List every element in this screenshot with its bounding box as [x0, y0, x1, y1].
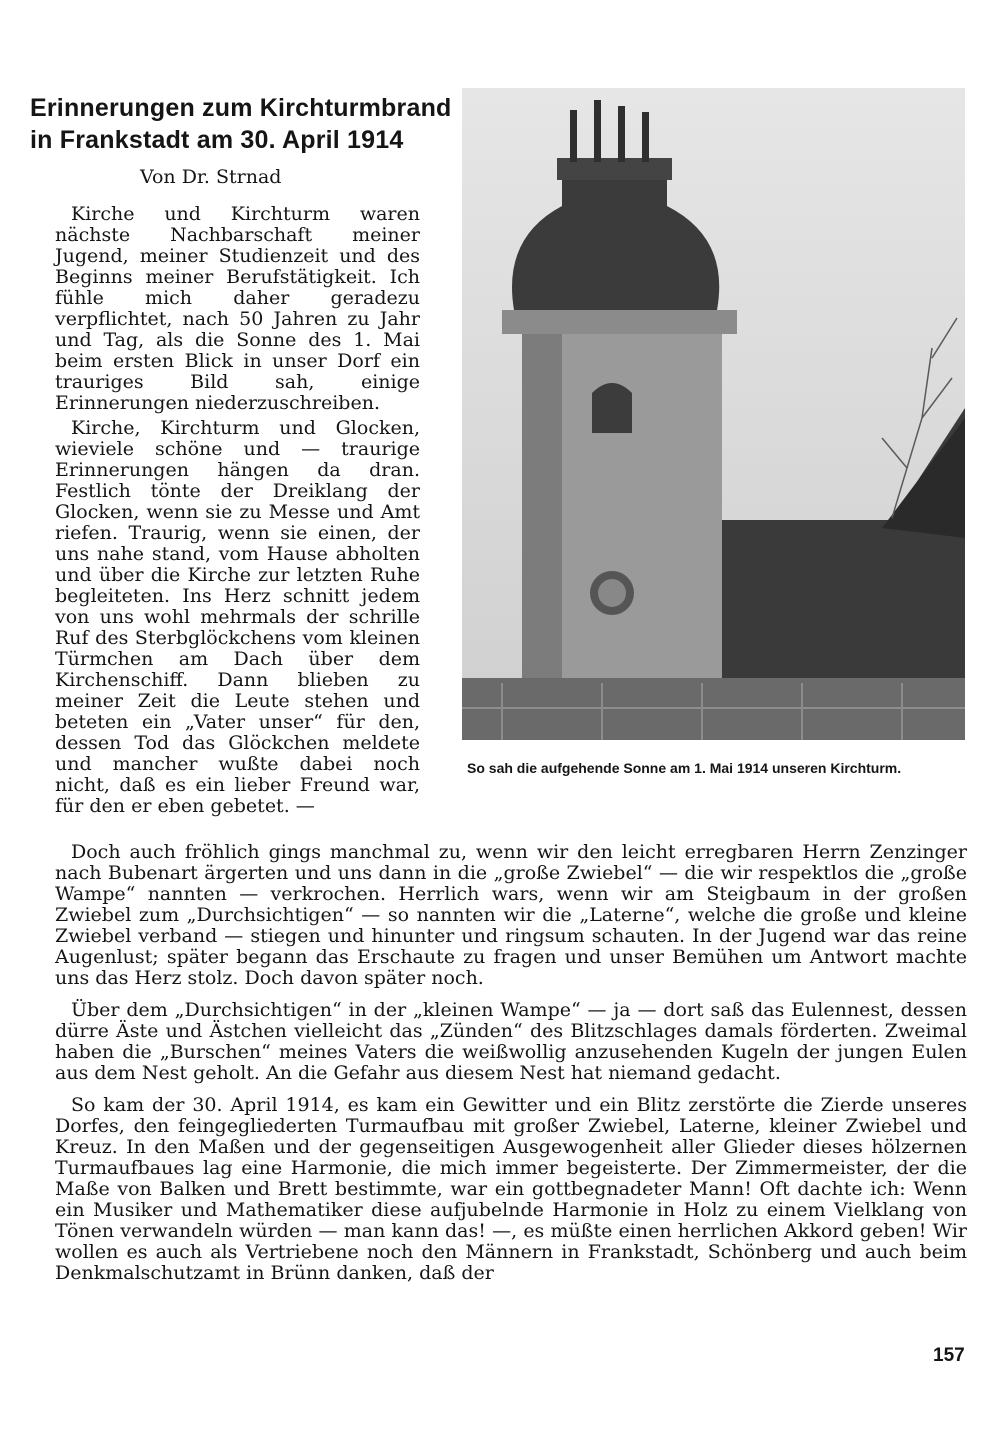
church-tower-illustration	[462, 88, 965, 740]
article-title-line-2: in Frankstadt am 30. April 1914	[30, 126, 404, 154]
photo-caption: So sah die aufgehende Sonne am 1. Mai 1914 unseren Kirchturm.	[467, 760, 902, 776]
article-title	[30, 92, 450, 156]
left-column-text	[55, 204, 420, 821]
column-paragraph-2: Kirche, Kirchturm und Glocken, wieviele schöne und — traurige Erinnerungen hängen da dran. Festlich tönte der Dreiklang der Glocken, wenn sie zu Messe und Amt riefen. Traurig, wenn sie einen, der uns nahe stand, vom Hause abholten und über die Kirche zur letzten Ruhe begleiteten. Ins Herz schnitt jedem von uns wohl mehrmals der schrille Ruf des Sterbglöckchens vom kleinen Türmchen am Dach über dem Kirchenschiff. Dann blieben zu meiner Zeit die Leute stehen und beteten ein „Vater unser“ für den, dessen Tod das Glöckchen meldete und mancher wußte dabei noch nicht, daß es ein lieber Freund war, für den er eben gebetet. —	[55, 417, 420, 817]
body-paragraph-3: So kam der 30. April 1914, es kam ein Gewitter und ein Blitz zerstörte die Zierde unseres Dorfes, den feingegliederten Turmaufbau mit großer Zwiebel, Laterne, kleiner Zwiebel und Kreuz. In den Maßen und der gegenseitigen Ausgewogenheit aller Glieder dieses hölzernen Turmaufbaues lag eine Harmonie, die mich immer begeisterte. Der Zimmermeister, der die Maße von Balken und Brett bestimmte, war ein gottbegnadeter Mann! Oft dachte ich: Wenn ein Musiker und Mathematiker diese aufjubelnde Harmonie in Holz zu einem Vielklang von Tönen verwandeln würden — man kann das! —, es müßte einen herrlichen Akkord geben! Wir wollen es auch als Vertriebene noch den Männern in Frankstadt, Schönberg und auch beim Denkmalschutzamt in Brünn danken, daß der	[55, 1094, 967, 1284]
body-paragraph-1: Doch auch fröhlich gings manchmal zu, wenn wir den leicht erregbaren Herrn Zenzinger nach Bubenart ärgerten und uns dann in die „große Zwiebel“ — die wir respektlos die „große Wampe“ nannten — verkrochen. Herrlich wars, wenn wir am Steigbaum in der großen Zwiebel zum „Durchsichtigen“ — so nannten wir die „Laterne“, welche die große und kleine Zwiebel verband — stiegen und hinunter und ringsum schauten. In der Jugend war das reine Augenlust; später begann das Erschaute zu fragen und unser Bemühen um Antwort machte uns das Herz stolz. Doch davon später noch.	[55, 841, 967, 989]
body-paragraph-2: Über dem „Durchsichtigen“ in der „kleinen Wampe“ — ja — dort saß das Eulennest, dessen dürre Äste und Ästchen vielleicht das „Zünden“ des Blitzschlages damals förderten. Zweimal haben die „Burschen“ meines Vaters die weißwollig anzusehenden Kugeln der jungen Eulen aus dem Nest geholt. An die Gefahr aus diesem Nest hat niemand gedacht.	[55, 999, 967, 1084]
full-width-text	[55, 842, 967, 1295]
column-paragraph-1: Kirche und Kirchturm waren nächste Nachbarschaft meiner Jugend, meiner Studienzeit und des Beginns meiner Berufstätigkeit. Ich fühle mich daher geradezu verpflichtet, nach 50 Jahren zu Jahr und Tag, als die Sonne des 1. Mai beim ersten Blick in unser Dorf ein trauriges Bild sah, einige Erinnerungen niederzuschreiben.	[55, 203, 420, 414]
article-author: Von Dr. Strnad	[140, 166, 282, 188]
page-number: 157	[933, 1345, 965, 1366]
article-title-line-1: Erinnerungen zum Kirchturmbrand	[30, 94, 452, 122]
church-tower-photo	[462, 88, 965, 740]
